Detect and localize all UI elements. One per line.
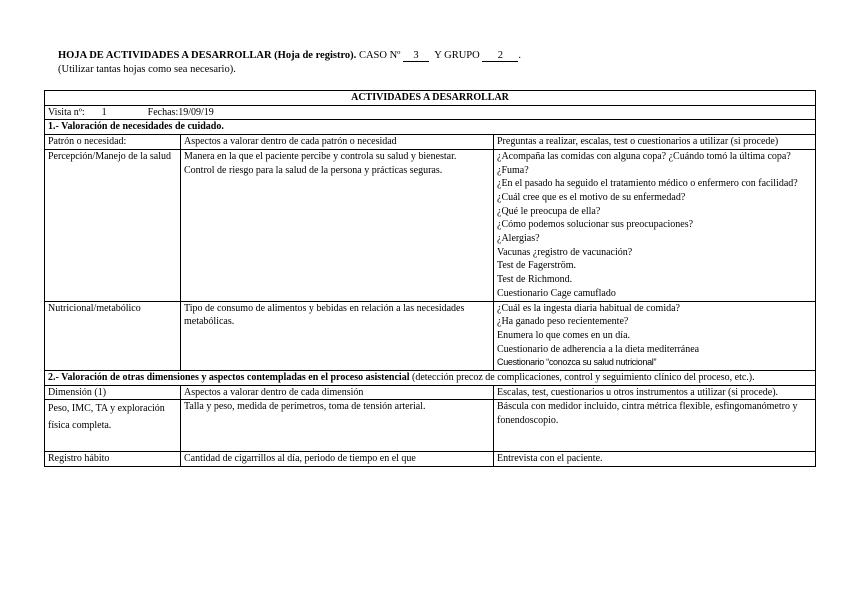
caso-label: CASO Nº: [358, 50, 401, 61]
column-header: Preguntas a realizar, escalas, test o cuestionarios a utilizar (si procede): [494, 135, 816, 150]
pregunta-line: Vacunas ¿registro de vacunación?: [497, 246, 633, 258]
table-row: [45, 452, 816, 467]
pregunta-line: ¿Qué le preocupa de ella?: [497, 205, 601, 217]
pregunta-line: Test de Fagerström.: [497, 260, 577, 272]
grupo-value: 2: [482, 50, 518, 62]
section1-header-row: [45, 135, 816, 150]
fechas: Fechas:19/09/19: [147, 106, 214, 118]
section2-title: [45, 371, 816, 386]
patron-cell: Nutricional/metabólico: [45, 301, 181, 371]
pregunta-line: ¿Cuál es la ingesta diaria habitual de comida?: [497, 302, 680, 314]
aspectos-cell: Cantidad de cigarrillos al día, periodo de tiempo en el que: [181, 452, 494, 467]
activities-table: [44, 90, 816, 467]
pregunta-line: Cuestionario de adherencia a la dieta mediterránea: [497, 343, 700, 355]
caso-value: 3: [403, 50, 429, 62]
patron-cell: Percepción/Manejo de la salud: [45, 149, 181, 301]
escalas-cell: Entrevista con el paciente.: [494, 452, 816, 467]
column-header: Dimensión (1): [45, 385, 181, 400]
column-header: Aspectos a valorar dentro de cada dimensión: [181, 385, 494, 400]
column-header: Aspectos a valorar dentro de cada patrón o necesidad: [181, 135, 494, 150]
aspectos-cell: [181, 149, 494, 301]
visita-value: 1: [101, 106, 107, 118]
section2-title-bold: 2.- Valoración de otras dimensiones y aspectos contempladas en el proceso asistencial: [48, 372, 410, 384]
table-row: [45, 400, 816, 452]
document-title: HOJA DE ACTIVIDADES A DESARROLLAR (Hoja de registro).: [58, 50, 357, 61]
section1-title: 1.- Valoración de necesidades de cuidado.: [45, 120, 816, 135]
table-row: [45, 301, 816, 371]
pregunta-line: Enumera lo que comes en un día.: [497, 329, 631, 341]
table-title: ACTIVIDADES A DESARROLLAR: [45, 91, 816, 106]
aspecto-line: Manera en la que el paciente percibe y controla su salud y bienestar.: [184, 150, 457, 162]
pregunta-line: ¿Cómo podemos solucionar sus preocupaciones?: [497, 219, 694, 231]
column-header: Escalas, test, cuestionarios u otros instrumentos a utilizar (si procede).: [494, 385, 816, 400]
pregunta-line: ¿Cuál cree que es el motivo de su enfermedad?: [497, 191, 686, 203]
preguntas-cell: [494, 149, 816, 301]
aspecto-line: Tipo de consumo de alimentos y bebidas en relación a las necesidades metabólicas.: [184, 302, 465, 328]
pregunta-line: ¿En el pasado ha seguido el tratamiento médico o enfermero con facilidad?: [497, 178, 798, 190]
document-instruction: (Utilizar tantas hojas como sea necesario).: [58, 64, 236, 75]
pregunta-line: Cuestionario Cage camuflado: [497, 287, 616, 299]
aspectos-cell: Talla y peso, medida de perímetros, toma de tensión arterial.: [181, 400, 494, 452]
dimension-cell: Registro hábito: [45, 452, 181, 467]
aspectos-cell: [181, 301, 494, 371]
visita-label: Visita nº:: [48, 106, 85, 118]
pregunta-line: ¿Alergias?: [497, 233, 540, 245]
visit-row: [45, 105, 816, 120]
pregunta-line: Test de Richmond.: [497, 274, 573, 286]
section2-header-row: [45, 385, 816, 400]
pregunta-line: ¿Ha ganado peso recientemente?: [497, 316, 629, 328]
pregunta-line: ¿Acompaña las comidas con alguna copa? ¿Cuándo tomó la última copa?: [497, 150, 791, 162]
grupo-label: Y GRUPO: [434, 50, 480, 61]
aspecto-line: Control de riesgo para la salud de la persona y prácticas seguras.: [184, 164, 443, 176]
column-header: Patrón o necesidad:: [45, 135, 181, 150]
section2-title-rest: (detección precoz de complicaciones, control y seguimiento clínico del proceso, etc.).: [411, 372, 755, 384]
dimension-cell: Peso, IMC, TA y exploración física completa.: [45, 400, 181, 452]
pregunta-line: ¿Fuma?: [497, 164, 529, 176]
document-header: HOJA DE ACTIVIDADES A DESARROLLAR (Hoja de registro). CASO Nº 3 Y GRUPO 2 .: [58, 50, 521, 61]
escalas-cell: Báscula con medidor incluido, cintra métrica flexible, esfingomanómetro y fonendoscopio.: [494, 400, 816, 452]
preguntas-cell: [494, 301, 816, 371]
table-row: [45, 149, 816, 301]
pregunta-line: Cuestionario “conozca su salud nutricional”: [497, 357, 657, 368]
